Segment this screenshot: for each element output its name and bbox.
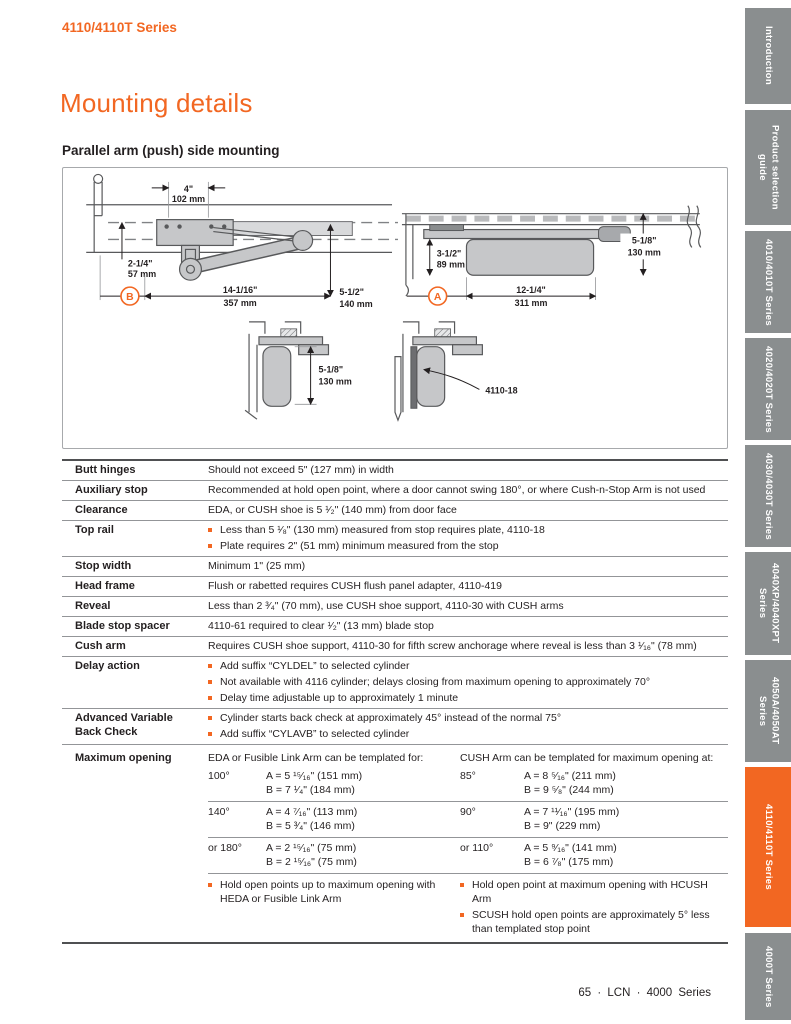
max-opening-row xyxy=(208,801,728,837)
sidebar-tab-4030-series[interactable]: 4030/4030T Series xyxy=(745,445,791,547)
table-row-maximum-opening xyxy=(62,744,728,942)
section-subtitle: Parallel arm (push) side mounting xyxy=(62,143,280,158)
row-value: Should not exceed 5" (127 mm) in width xyxy=(208,464,394,476)
bullet-icon xyxy=(460,913,464,917)
row-label: Reveal xyxy=(75,600,111,612)
section-view-standard xyxy=(245,322,352,419)
dim-pivot-offset-in: 2-1/4" xyxy=(127,258,153,269)
bullet-text: Delay time adjustable up to approximately 1 minute xyxy=(220,692,459,704)
bullet-item xyxy=(208,727,728,741)
bullet-text: SCUSH hold open points are approximately 5° less than templated stop point xyxy=(472,909,710,935)
section-view-plate xyxy=(395,322,518,420)
table-row xyxy=(62,616,728,636)
dim-body-width-mm: 311 mm xyxy=(514,298,548,309)
bullet-icon xyxy=(460,883,464,887)
bullet-item xyxy=(208,675,728,689)
table-row xyxy=(62,636,728,656)
bullet-text: Add suffix “CYLDEL” to selected cylinder xyxy=(220,660,410,672)
dim-arm-span-in: 14-1/16" xyxy=(222,285,258,296)
dim-b-value: B = 6 ⁷⁄₈" (175 mm) xyxy=(524,856,614,868)
row-value: EDA, or CUSH shoe is 5 ¹⁄₂" (140 mm) from door face xyxy=(208,504,457,516)
row-value: Recommended at hold open point, where a door cannot swing 180°, or where Cush-n-Stop Arm is not used xyxy=(208,484,706,496)
dim-a-value: A = 2 ¹⁵⁄₁₆" (75 mm) xyxy=(266,842,357,854)
row-label: Butt hinges xyxy=(75,464,136,476)
bullet-item xyxy=(208,523,728,537)
row-label: Stop width xyxy=(75,560,132,572)
dim-top-rail-in: 5-1/8" xyxy=(631,235,657,246)
dim-body-width-in: 12-1/4" xyxy=(516,285,546,296)
dim-arm-span-mm: 357 mm xyxy=(223,298,257,309)
row-label: Auxiliary stop xyxy=(75,484,148,496)
dim-shoe-clear-in: 5-1/2" xyxy=(339,287,364,298)
row-label: Top rail xyxy=(75,524,114,536)
table-row xyxy=(62,461,728,480)
sidebar-tab-introduction[interactable]: Introduction xyxy=(745,8,791,104)
row-label: Head frame xyxy=(75,580,135,592)
page-title: Mounting details xyxy=(60,88,253,118)
marker-a: A xyxy=(433,292,442,304)
table-row xyxy=(62,596,728,616)
table-row xyxy=(62,656,728,708)
bullet-text: Add suffix “CYLAVB” to selected cylinder xyxy=(220,728,410,740)
bullet-icon xyxy=(208,716,212,720)
bullet-icon xyxy=(208,696,212,700)
table-row xyxy=(62,480,728,500)
angle-label: 90° xyxy=(460,806,476,818)
dim-a-value: A = 4 ⁷⁄₁₆" (113 mm) xyxy=(266,806,358,818)
dim-b-value: B = 9 ⁵⁄₈" (244 mm) xyxy=(524,784,614,796)
sidebar-tab-4000t-series[interactable]: 4000T Series xyxy=(745,933,791,1020)
max-opening-right-header: CUSH Arm can be templated for maximum opening at: xyxy=(460,752,714,764)
dim-a-value: A = 5 ⁹⁄₁₆" (141 mm) xyxy=(524,842,617,854)
bullet-text: Cylinder starts back check at approximately 45° instead of the normal 75° xyxy=(220,712,562,724)
table-row xyxy=(62,576,728,596)
plan-view-dimensions xyxy=(100,182,373,309)
bullet-item xyxy=(460,878,714,906)
sidebar-tab-4040xp-series[interactable]: 4040XP/4040XPT Series xyxy=(745,552,791,655)
row-label: Cush arm xyxy=(75,640,126,652)
bullet-item xyxy=(208,659,728,673)
mounting-diagram-svg xyxy=(63,168,727,446)
bullet-icon xyxy=(208,680,212,684)
dim-body-height-mm: 89 mm xyxy=(436,259,465,270)
row-label: Advanced Variable Back Check xyxy=(75,712,173,738)
row-value: Less than 2 ³⁄₄" (70 mm), use CUSH shoe support, 4110-30 with CUSH arms xyxy=(208,600,564,612)
dim-b-value: B = 2 ¹⁵⁄₁₆" (75 mm) xyxy=(266,856,357,868)
max-opening-notes xyxy=(208,873,728,939)
marker-b: B xyxy=(126,292,134,304)
dim-shoe-clear-mm: 140 mm xyxy=(339,299,373,309)
sidebar-tab-product-selection-guide[interactable]: Product selection guide xyxy=(745,110,791,225)
bullet-item xyxy=(208,539,728,553)
table-row xyxy=(62,556,728,576)
bullet-item xyxy=(460,908,714,936)
row-label: Maximum opening xyxy=(75,752,172,764)
sidebar-tab-4020-series[interactable]: 4020/4020T Series xyxy=(745,338,791,440)
row-value: 4110-61 required to clear ¹⁄₂" (13 mm) blade stop xyxy=(208,620,434,632)
sidebar-tab-4050a-series[interactable]: 4050A/4050AT Series xyxy=(745,660,791,762)
dim-top-rail-mm: 130 mm xyxy=(627,247,661,258)
dim-b-value: B = 5 ³⁄₄" (146 mm) xyxy=(266,820,355,832)
bullet-icon xyxy=(208,732,212,736)
angle-label: 100° xyxy=(208,770,230,782)
row-value: Flush or rabetted requires CUSH flush panel adapter, 4110-419 xyxy=(208,580,502,592)
table-row xyxy=(62,520,728,556)
dim-body-height-in: 3-1/2" xyxy=(436,248,462,259)
bullet-item xyxy=(208,691,728,705)
sidebar-tab-4010-series[interactable]: 4010/4010T Series xyxy=(745,231,791,333)
series-label: 4110/4110T Series xyxy=(62,20,177,35)
angle-label: or 110° xyxy=(460,842,494,854)
dim-a-value: A = 5 ¹⁵⁄₁₆" (151 mm) xyxy=(266,770,363,782)
row-label: Delay action xyxy=(75,660,140,672)
max-opening-left-header: EDA or Fusible Link Arm can be templated for: xyxy=(208,752,424,764)
dim-a-value: A = 8 ⁵⁄₁₆" (211 mm) xyxy=(524,770,616,782)
angle-label: or 180° xyxy=(208,842,242,854)
page-footer: 65 · LCN · 4000 Series xyxy=(578,987,711,999)
dim-section-in: 5-1/8" xyxy=(318,364,344,375)
row-label: Blade stop spacer xyxy=(75,620,170,632)
row-label: Clearance xyxy=(75,504,128,516)
bullet-text: Hold open point at maximum opening with HCUSH Arm xyxy=(472,879,708,905)
dim-b-value: B = 9" (229 mm) xyxy=(524,820,601,832)
dim-section-mm: 130 mm xyxy=(318,376,352,387)
part-label: 4110-18 xyxy=(485,385,518,396)
mounting-diagram xyxy=(62,167,728,449)
angle-label: 140° xyxy=(208,806,230,818)
dim-b-value: B = 7 ¹⁄₄" (184 mm) xyxy=(266,784,355,796)
bullet-item xyxy=(208,878,446,906)
bullet-item xyxy=(208,711,728,725)
bullet-text: Hold open points up to maximum opening with HEDA or Fusible Link Arm xyxy=(220,879,436,905)
bullet-icon xyxy=(208,528,212,532)
angle-label: 85° xyxy=(460,770,476,782)
bullet-icon xyxy=(208,883,212,887)
bullet-icon xyxy=(208,664,212,668)
dim-top-width-in: 4" xyxy=(183,183,194,194)
row-value: Minimum 1" (25 mm) xyxy=(208,560,306,572)
bullet-text: Plate requires 2" (51 mm) minimum measured from the stop xyxy=(220,540,499,552)
bullet-text: Not available with 4116 cylinder; delays closing from maximum opening to approximately 70° xyxy=(220,676,651,688)
table-row xyxy=(62,708,728,744)
max-opening-row xyxy=(208,837,728,873)
bullet-text: Less than 5 ¹⁄₈" (130 mm) measured from stop requires plate, 4110-18 xyxy=(220,524,545,536)
dim-a-value: A = 7 ¹¹⁄₁₆" (195 mm) xyxy=(524,806,620,818)
max-opening-row xyxy=(208,766,728,801)
sidebar-tab-4110-series-active[interactable]: 4110/4110T Series xyxy=(745,767,791,927)
bullet-icon xyxy=(208,544,212,548)
row-value: Requires CUSH shoe support, 4110-30 for fifth screw anchorage where reveal is less than 3 ¹⁄₁₆" (78 mm) xyxy=(208,640,697,652)
mounting-spec-table xyxy=(62,459,728,944)
table-row xyxy=(62,500,728,520)
dim-pivot-offset-mm: 57 mm xyxy=(127,269,157,280)
dim-top-width-mm: 102 mm xyxy=(171,193,206,204)
